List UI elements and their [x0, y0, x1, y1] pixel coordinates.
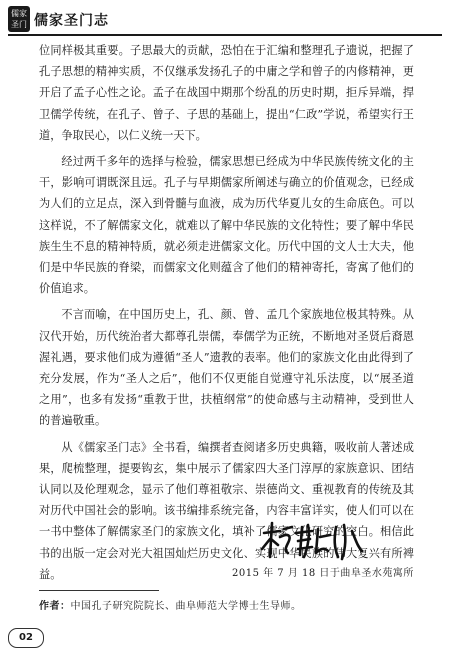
paragraph: 经过两千多年的选择与检验，儒家思想已经成为中华民族传统文化的主干，影响可谓既深且远。孔子与早期儒家所阐述与确立的价值观念，已经成为人们的立足点，深入到骨髓与血液，成为历代华夏儿女的生命底色。可以这样说，不了解儒家文化，就难以了解中华民族的文化特性；要了解中华民族生生不息的精神特质，就必须走进儒家文化。历代中国的文人士大夫，他们是中华民族的脊梁，而儒家文化则蕴含了他们的精神寄托，寄寓了他们的价值追求。: [39, 155, 414, 296]
page-header: [0, 0, 450, 36]
logo-text-bottom: 圣门: [11, 20, 27, 29]
series-logo-icon: [8, 6, 30, 32]
paragraph: 从《儒家圣门志》全书看，编撰者查阅诸多历史典籍，吸收前人著述成果，爬梳整理，提要钩玄，集中展示了儒家四大圣门淳厚的家族意识、团结认同以及伦理观念，显示了他们尊祖敬宗、崇德尚文、重视教育的传统及其对历代中国社会的影响。该书编排系统完备，内容丰富详实，使人们可以在一书中整体了解儒家圣门的家族文化，填补了儒家文化研究的空白。相信此书的出版一定会对光大祖国灿烂历史文化、实现中华民族的伟大复兴有所裨益。: [39, 440, 414, 581]
preface-body: [39, 40, 414, 590]
author-footnote: [39, 597, 302, 612]
signing-date: 2015 年 7 月 18 日于曲阜圣水苑寓所: [232, 568, 414, 579]
handwritten-signature: [258, 517, 368, 565]
footnote-divider: [39, 590, 159, 591]
logo-text-top: 儒家: [11, 9, 27, 18]
header-divider: [8, 34, 442, 36]
author-label: 作者：: [39, 601, 71, 612]
paragraph: 位同样极其重要。子思最大的贡献，恐怕在于汇编和整理孔子遗说，把握了孔子思想的精神实质，不仅继承发扬孔子的中庸之学和曾子的内修精神，更开启了孟子心性之论。孟子在战国中期那个纷乱的历史时期，拒斥异端，捍卫儒学传统，在孔子、曾子、子思的基础上，提出“仁政”学说，希望实行王道，争取民心，以仁义统一天下。: [39, 44, 414, 142]
author-description: 中国孔子研究院院长、曲阜师范大学博士生导师。: [70, 601, 302, 612]
book-title: 儒家圣门志: [34, 13, 109, 29]
page-number: 02: [8, 628, 44, 648]
paragraph: 不言而喻，在中国历史上，孔、颜、曾、孟几个家族地位极其特殊。从汉代开始，历代统治者大都尊孔崇儒，奉儒学为正统，不断地对圣贤后裔恩渥礼遇，要求他们成为遵循“圣人”遗教的表率。他们的家族文化由此得到了充分发展，作为“圣人之后”，他们不仅更能自觉遵守礼乐法度，以“展圣道之用”，也多有发扬“重教于世，扶植纲常”的使命感与主动精神，受到世人的普遍敬重。: [39, 308, 414, 428]
